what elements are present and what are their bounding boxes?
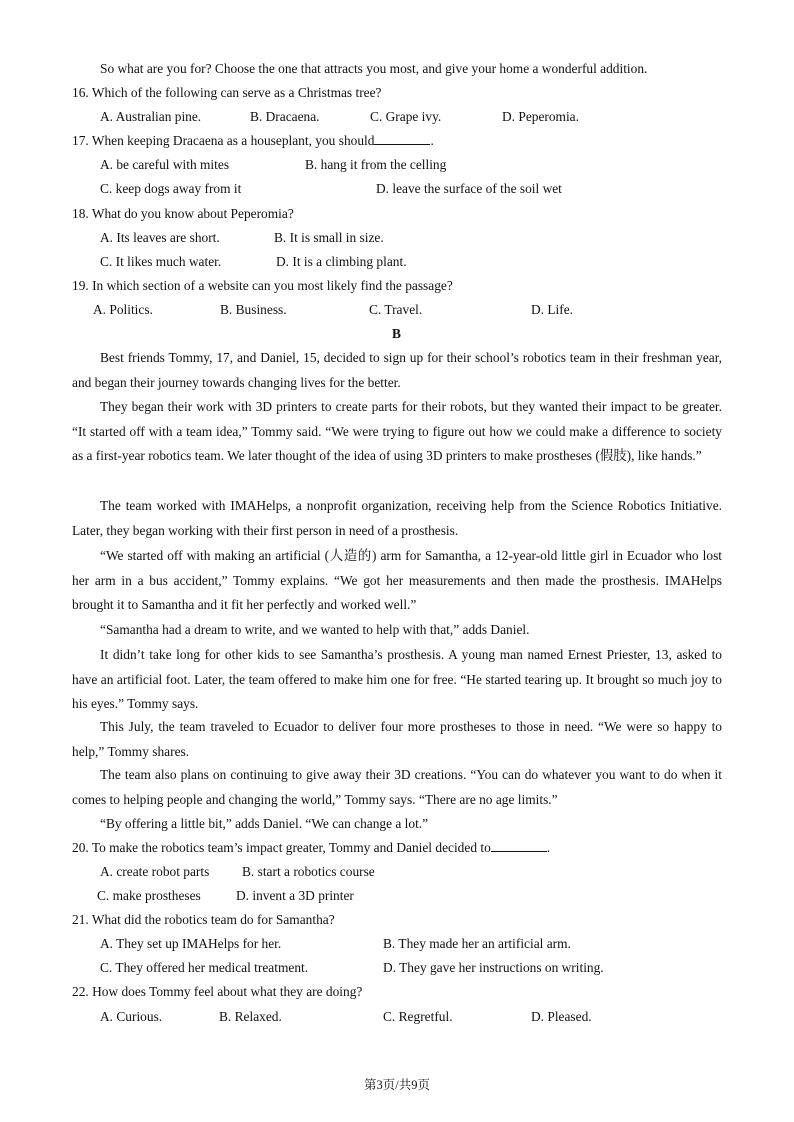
passage-paragraph-4: “We started off with making an artificial (人造的) arm for Samantha, a 12-year-old little girl in Ecuador who lost her arm in a bus accident,” Tommy explains. “We got her measurements and then made the prosthesis. IMAHelps brought it to Samantha and it fit her perfectly and worked well.” bbox=[72, 548, 722, 612]
passage-paragraph-7: This July, the team traveled to Ecuador to deliver four more prostheses to those in need. “We were so happy to help,” Tommy shares. bbox=[72, 719, 722, 759]
passage-paragraph-2: They began their work with 3D printers to create parts for their robots, but they wanted their impact to be greater. “It started off with a team idea,” Tommy said. “We were trying to figure out how we could make a difference to society as a first-year robotics team. We later thought of the idea of using 3D printers to make prostheses (假肢), like hands.” bbox=[72, 399, 722, 463]
passage-paragraph-9: “By offering a little bit,” adds Daniel. “We can change a lot.” bbox=[100, 816, 429, 831]
question-16-option-a: A. Australian pine. bbox=[100, 109, 202, 124]
question-17-stem-end: . bbox=[430, 133, 434, 148]
question-17-option-b: B. hang it from the celling bbox=[305, 157, 447, 172]
question-20-option-a: A. create robot parts bbox=[100, 864, 210, 879]
question-22-stem: 22. How does Tommy feel about what they are doing? bbox=[72, 984, 363, 999]
question-19-option-c: C. Travel. bbox=[369, 302, 423, 317]
question-20-option-b: B. start a robotics course bbox=[242, 864, 375, 879]
question-22-option-d: D. Pleased. bbox=[531, 1009, 592, 1024]
question-17-stem-text: 17. When keeping Dracaena as a houseplant, you should bbox=[72, 133, 375, 148]
question-21-option-d: D. They gave her instructions on writing. bbox=[383, 960, 604, 975]
question-16-option-b: B. Dracaena. bbox=[250, 109, 320, 124]
question-20-stem bbox=[72, 839, 550, 857]
question-16-stem: 16. Which of the following can serve as a Christmas tree? bbox=[72, 85, 382, 100]
question-21-option-b: B. They made her an artificial arm. bbox=[383, 936, 571, 951]
question-18-option-c: C. It likes much water. bbox=[100, 254, 222, 269]
question-21-option-c: C. They offered her medical treatment. bbox=[100, 960, 309, 975]
question-20-stem-end: . bbox=[546, 840, 551, 855]
question-22-option-a: A. Curious. bbox=[100, 1009, 163, 1024]
page-number-footer: 第3页/共9页 bbox=[364, 1078, 430, 1092]
passage-paragraph-3: The team worked with IMAHelps, a nonprofit organization, receiving help from the Science Robotics Initiative. Later, they began working with their first person in need of a prosthesis. bbox=[72, 498, 722, 538]
passage-paragraph-5: “Samantha had a dream to write, and we wanted to help with that,” adds Daniel. bbox=[100, 622, 530, 637]
question-18-option-d: D. It is a climbing plant. bbox=[276, 254, 407, 269]
question-19-option-a: A. Politics. bbox=[93, 302, 153, 317]
question-21-option-a: A. They set up IMAHelps for her. bbox=[100, 936, 282, 951]
question-21-stem: 21. What did the robotics team do for Samantha? bbox=[72, 912, 335, 927]
question-20-option-c: C. make prostheses bbox=[97, 888, 201, 903]
section-b-heading: B bbox=[392, 326, 401, 341]
answer-blank bbox=[491, 839, 547, 852]
question-22-option-c: C. Regretful. bbox=[383, 1009, 453, 1024]
passage-paragraph-8: The team also plans on continuing to give away their 3D creations. “You can do whatever you want to do when it comes to helping people and changing the world,” Tommy says. “There are no age limits.” bbox=[72, 767, 722, 807]
question-17-option-d: D. leave the surface of the soil wet bbox=[376, 181, 562, 196]
question-18-option-a: A. Its leaves are short. bbox=[100, 230, 220, 245]
question-18-stem: 18. What do you know about Peperomia? bbox=[72, 206, 294, 221]
question-16-option-d: D. Peperomia. bbox=[502, 109, 579, 124]
question-20-option-d: D. invent a 3D printer bbox=[236, 888, 354, 903]
question-19-stem: 19. In which section of a website can you most likely find the passage? bbox=[72, 278, 453, 293]
question-17-stem bbox=[72, 132, 434, 150]
answer-blank bbox=[374, 132, 430, 145]
passage-paragraph-6: It didn’t take long for other kids to see Samantha’s prosthesis. A young man named Ernest Priester, 13, asked to have an artificial foot. Later, the team offered to make him one for free. “He started tearing up. It brought so much joy to his eyes.” Tommy says. bbox=[72, 647, 722, 711]
passage-paragraph-1: Best friends Tommy, 17, and Daniel, 15, decided to sign up for their school’s robotics team in their freshman year, and began their journey towards changing lives for the better. bbox=[72, 350, 722, 390]
question-17-option-c: C. keep dogs away from it bbox=[100, 181, 242, 196]
question-19-option-b: B. Business. bbox=[220, 302, 287, 317]
question-22-option-b: B. Relaxed. bbox=[219, 1009, 282, 1024]
intro-sentence: So what are you for? Choose the one that attracts you most, and give your home a wonderful addition. bbox=[100, 61, 648, 76]
question-20-stem-text: 20. To make the robotics team’s impact greater, Tommy and Daniel decided to bbox=[72, 840, 491, 855]
question-18-option-b: B. It is small in size. bbox=[274, 230, 384, 245]
question-16-option-c: C. Grape ivy. bbox=[370, 109, 442, 124]
question-19-option-d: D. Life. bbox=[531, 302, 574, 317]
question-17-option-a: A. be careful with mites bbox=[100, 157, 230, 172]
